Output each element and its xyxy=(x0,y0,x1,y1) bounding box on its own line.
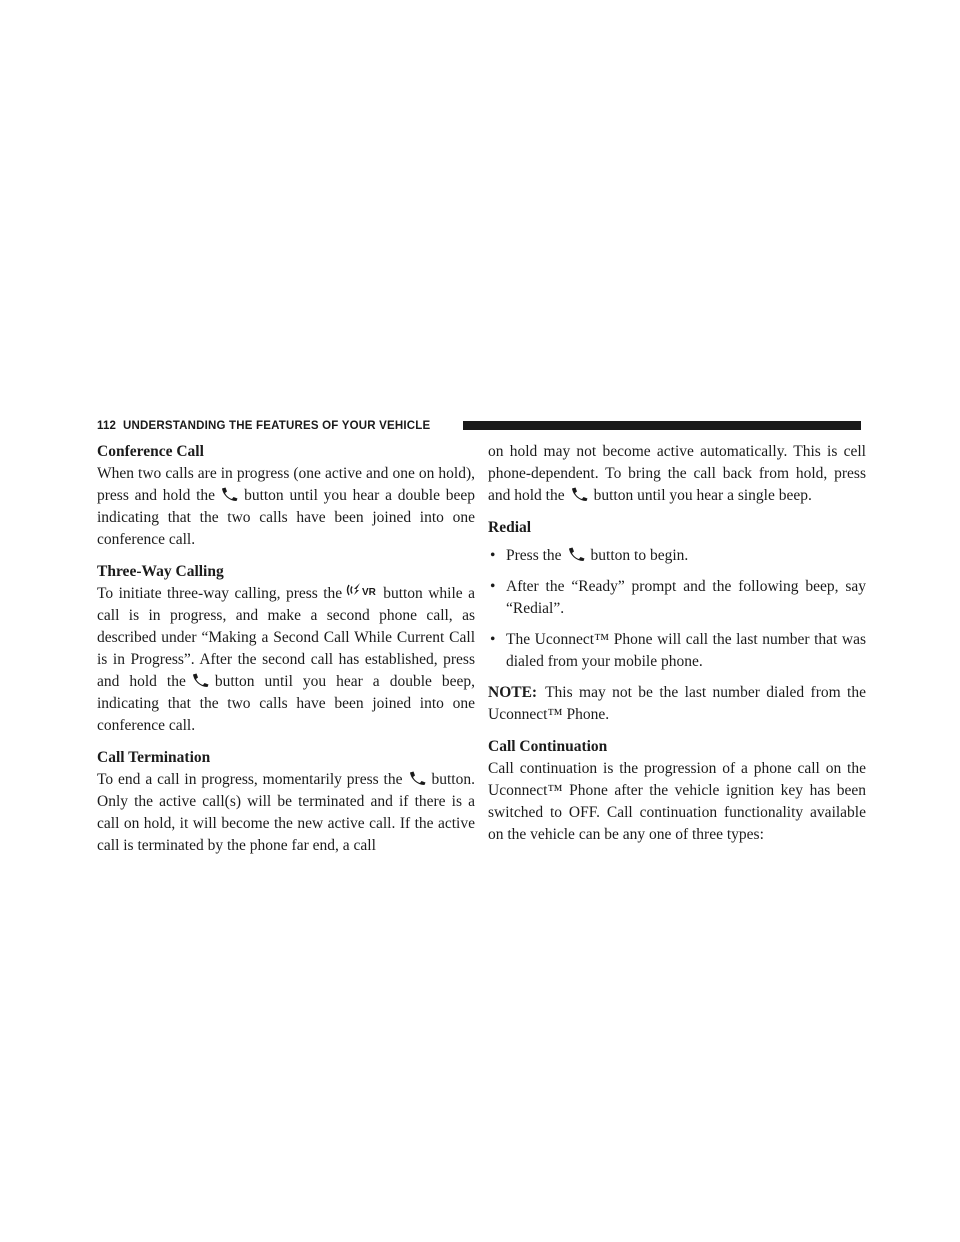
note-label: NOTE: xyxy=(488,684,538,701)
conference-call-heading: Conference Call xyxy=(97,443,204,460)
phone-icon xyxy=(409,770,427,784)
phone-icon xyxy=(568,546,586,560)
redial-list xyxy=(488,545,866,673)
page-header xyxy=(97,418,861,436)
phone-icon xyxy=(571,486,589,500)
call-termination-text: To end a call in progress, momentarily press the button. Only the active call(s) will be terminated and if there is a call on hold, it will become the new active call. If the active call is terminated by the phone far end, a call xyxy=(97,771,475,854)
conference-call-text: When two calls are in progress (one active and one on hold), press and hold the button until you hear a double beep indicating that the two calls have been joined into one conference call. xyxy=(97,465,475,548)
call-continuation-heading: Call Continuation xyxy=(488,738,608,755)
call-continuation-text: Call continuation is the progression of a phone call on the Uconnect™ Phone after the vehicle ignition key has been switched to OFF. Call continuation functionality available on the vehicle can be any one of three types: xyxy=(488,760,866,843)
list-item: • Press the button to begin. xyxy=(490,547,689,564)
redial-note: NOTE: This may not be the last number dialed from the Uconnect™ Phone. xyxy=(488,684,866,723)
three-way-calling-text: To initiate three-way calling, press the VR button while a call is in progress, and make a second phone call, as described under “Making a Second Call While Current Call is in Progress”. After the second call has established, press and hold the button until you hear a double beep, indicating that the two calls have been joined into one conference call. xyxy=(97,583,475,737)
header-rule xyxy=(463,421,861,430)
page-number: 112 xyxy=(97,420,117,432)
three-way-calling-heading: Three-Way Calling xyxy=(97,563,224,580)
right-column xyxy=(488,441,866,846)
chapter-title: UNDERSTANDING THE FEATURES OF YOUR VEHICLE xyxy=(122,420,431,432)
call-termination-continued: on hold may not become active automatically. This is cell phone-dependent. To bring the call back from hold, press and hold the button until you hear a single beep. xyxy=(488,443,866,504)
header-text xyxy=(97,420,430,432)
phone-icon xyxy=(221,486,239,500)
phone-icon xyxy=(192,672,210,686)
svg-text:VR: VR xyxy=(362,587,377,599)
left-column xyxy=(97,441,475,857)
call-termination-heading: Call Termination xyxy=(97,749,211,766)
list-item: • The Uconnect™ Phone will call the last number that was dialed from your mobile phone. xyxy=(490,631,866,670)
redial-heading: Redial xyxy=(488,519,532,536)
voice-command-icon xyxy=(346,582,380,598)
list-item: • After the “Ready” prompt and the following beep, say “Redial”. xyxy=(490,578,866,617)
